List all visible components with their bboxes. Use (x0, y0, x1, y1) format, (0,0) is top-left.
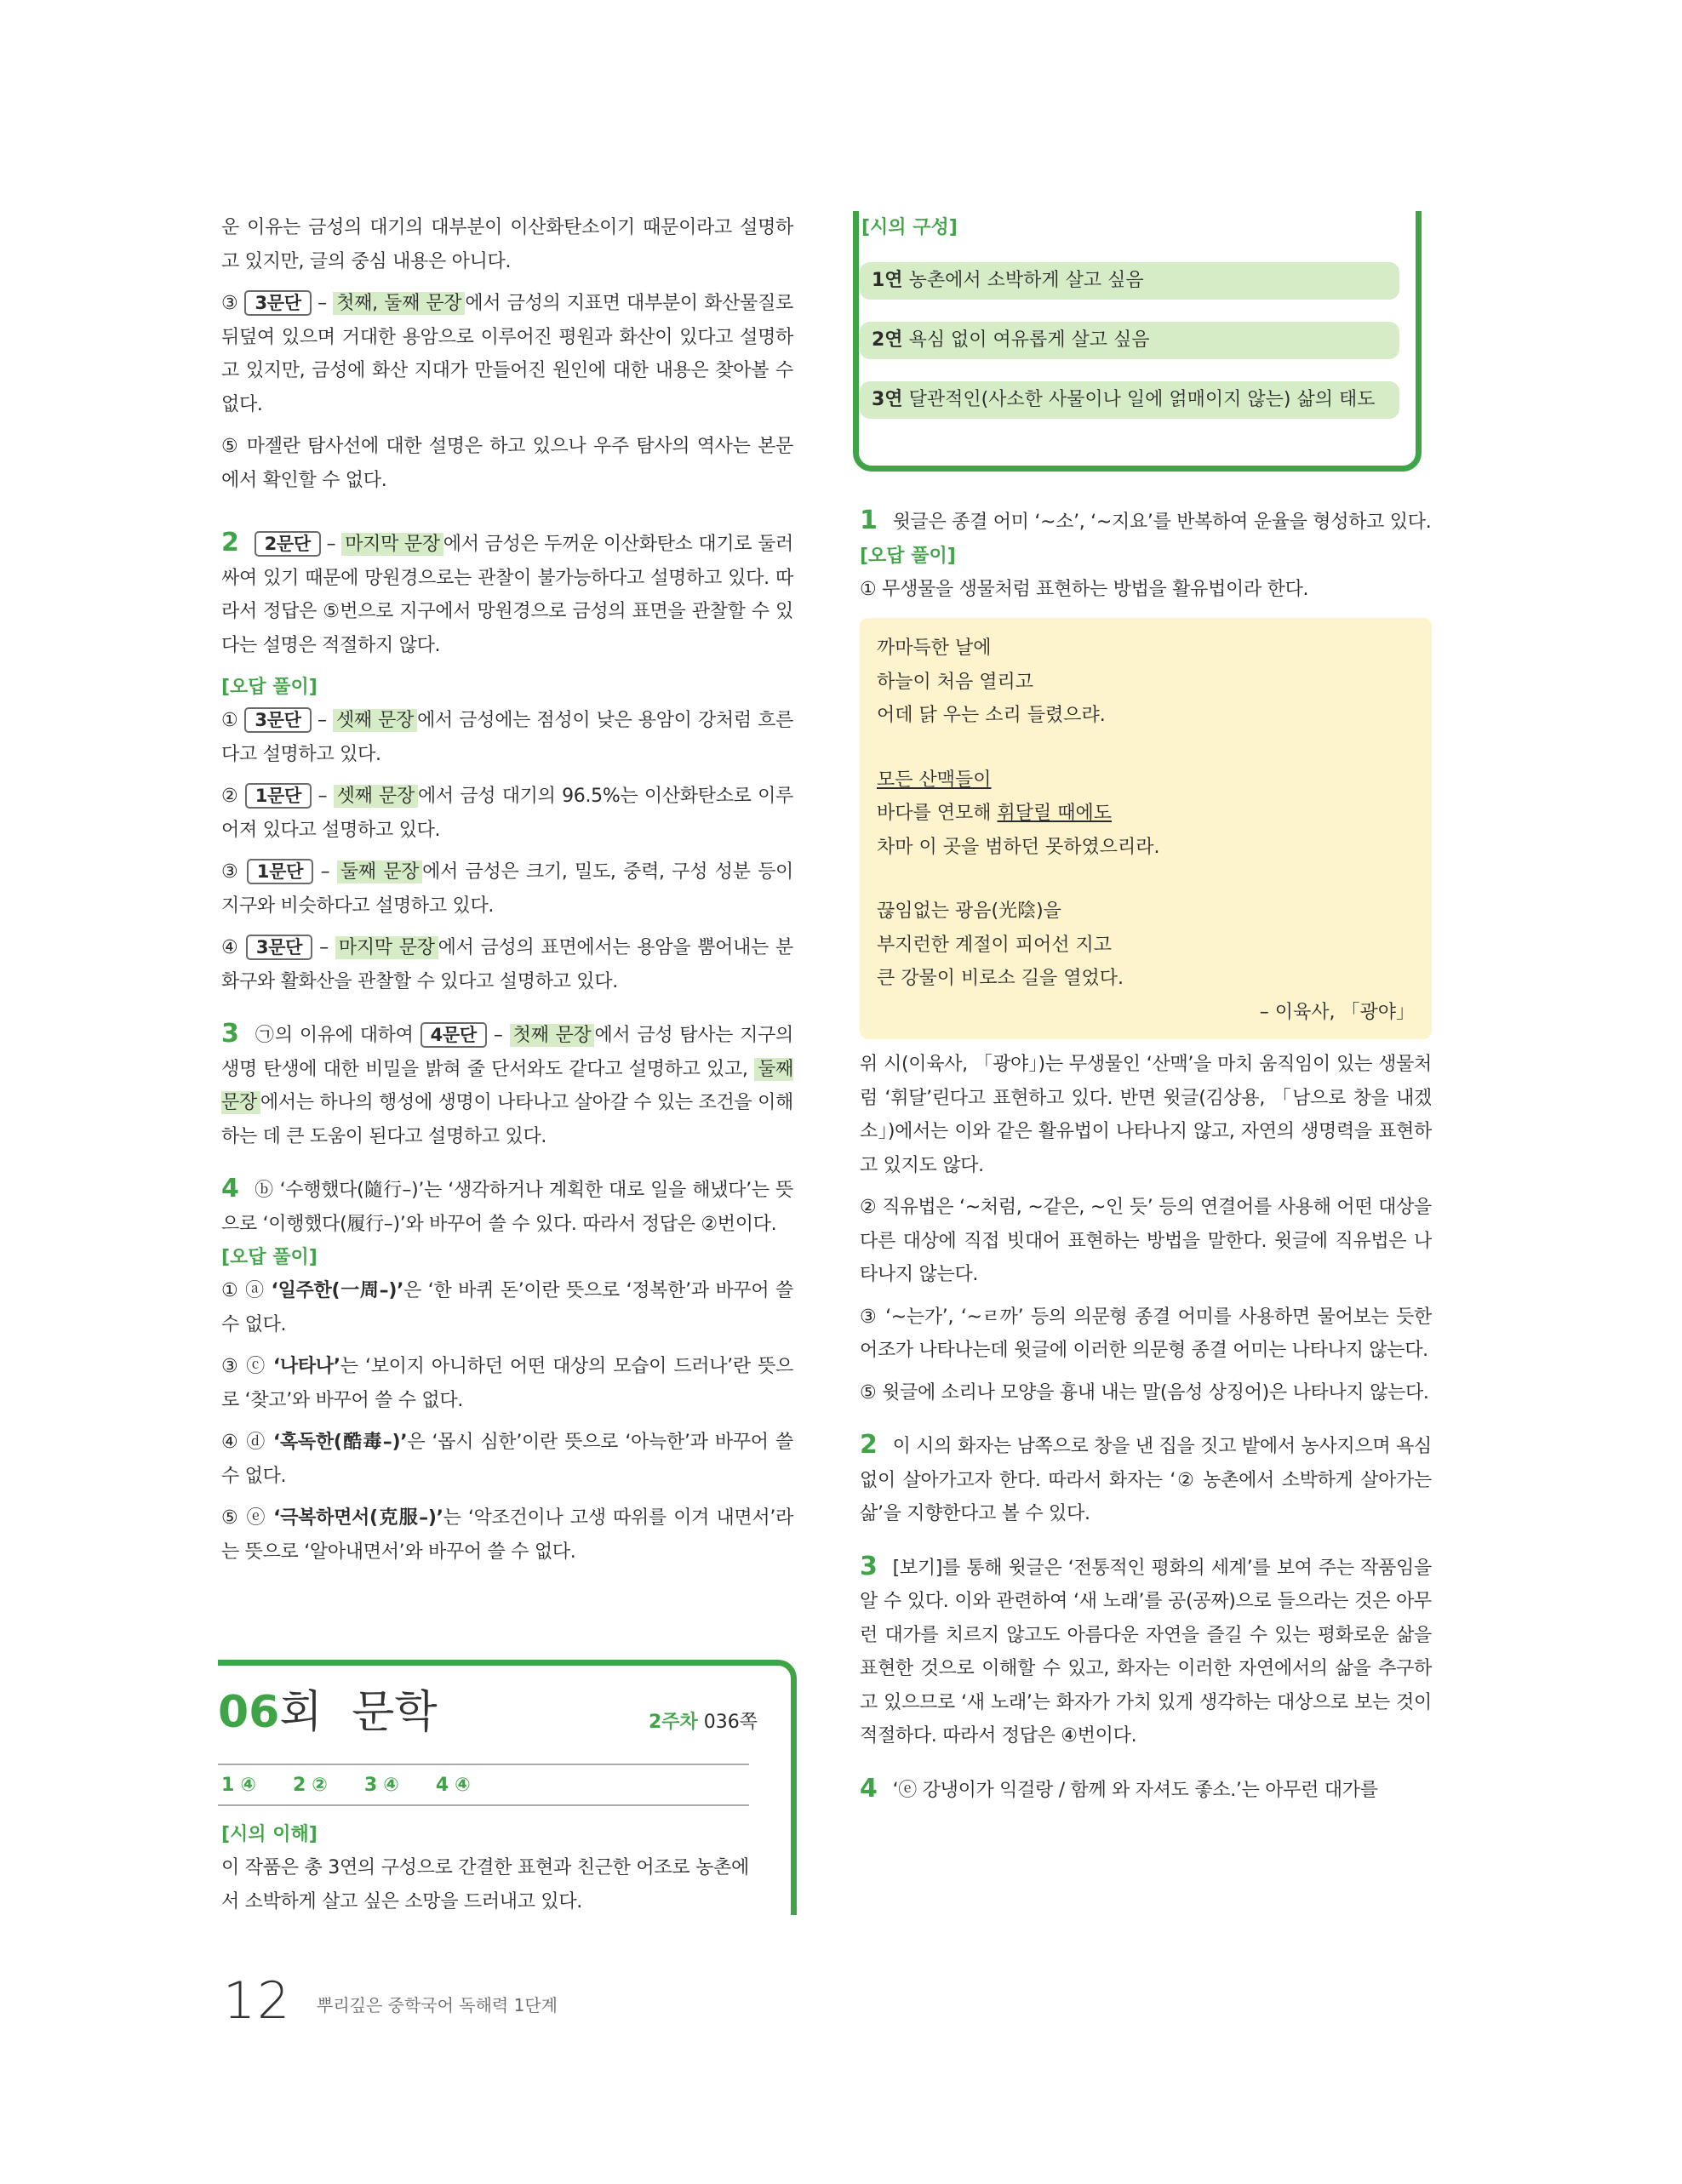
wrong-answer-item: ② 1문단 – 셋째 문장 에서 금성 대기의 96.5%는 이산화탄소로 이루어져 있다고 설명하고 있다. (221, 780, 793, 847)
answer-key-choice: ② (312, 1775, 328, 1796)
section-subject: 문학 (352, 1687, 438, 1738)
paragraph-tag: 1문단 (245, 783, 312, 809)
answer-key (221, 1767, 501, 1804)
answer-2: 2 2문단 – 마지막 문장 에서 금성은 두꺼운 이산화탄소 대기로 둘러 싸여 있기 때문에 망원경으로는 관찰이 불가능하다고 설명하고 있다. 따라서 정답은 ⑤번으로 지구에서 망원경으로 금성의 표면을 관찰할 수 있다는 설명은 적절하지 않다. (221, 528, 793, 656)
item-text: ‘ⓔ 강냉이가 익걸랑 / 함께 와 자셔도 좋소.’는 아무런 대가를 (892, 1779, 1378, 1801)
item-text: 에서 금성 대기의 96.5%는 이산화탄소로 이루어져 있다고 설명하고 있다. (221, 786, 793, 841)
question-number: 4 (221, 1174, 239, 1203)
wrong-answer-label: [오답 풀이] (860, 545, 956, 567)
item-number: ③ (221, 293, 239, 314)
poem-understanding (221, 1818, 749, 1918)
stanza-desc: 달관적인(사소한 사물이나 일에 얽매이지 않는) 삶의 태도 (908, 389, 1376, 410)
poem-line: 하늘이 처음 열리고 (877, 671, 1034, 693)
item-number: ⑤ ⓔ (221, 1507, 274, 1529)
poem-understanding-label: [시의 이해] (221, 1824, 318, 1845)
answer-4 (860, 1772, 1432, 1808)
wrong-answer-item (221, 1426, 793, 1493)
structure-title: [시의 구성] (861, 211, 964, 245)
question-number: 4 (860, 1773, 878, 1804)
item-text: 는 ‘보이지 아니하던 어떤 대상의 모습이 드러나’란 뜻으로 ‘찾고’와 바꾸어 쓸 수 없다. (221, 1356, 793, 1411)
wrong-answer-item: ③ ‘~는가’, ‘~ㄹ까’ 등의 의문형 종결 어미를 사용하면 물어보는 듯한 어조가 나타나는데 윗글에 이러한 의문형 종결 어미는 나타나지 않는다. (860, 1306, 1432, 1361)
poem-line: 까마득한 날에 (877, 637, 992, 659)
right-column (860, 504, 1432, 1807)
section-06-header (218, 1660, 797, 1915)
poem-line: 모든 산맥들이 (877, 769, 992, 791)
item-text: 이 시의 화자는 남쪽으로 창을 낸 집을 짓고 밭에서 농사지으며 욕심 없이 살아가고자 한다. 따라서 화자는 ‘② 농촌에서 소박하게 살아가는 삶’을 지향한다고 볼 수 있다. (860, 1436, 1432, 1524)
sentence-highlight: 셋째 문장 (333, 709, 417, 732)
answer-key-item (221, 1775, 256, 1796)
paragraph-tag: 3문단 (246, 935, 312, 960)
answer-key-number: 4 (435, 1775, 449, 1796)
answer-3: 3 ㉠의 이유에 대하여 4문단 – 첫째 문장 에서 금성 탐사는 지구의 생명 탄생에 대한 비밀을 밝혀 줄 단서와도 같다고 설명하고 있고, 둘째 문장 에서는 하나의 행성에 생명이 나타나고 살아갈 수 있는 조건을 이해하는 데 큰 도움이 된다고 설명하고 있다. (221, 1019, 793, 1147)
wrong-answer-item: ① 무생물을 생물처럼 표현하는 방법을 활유법이라 한다. (860, 578, 1309, 600)
section-title (218, 1687, 438, 1738)
vocab-word: ‘극복하면서(克服–)’ (273, 1507, 443, 1529)
answer-key-choice: ④ (455, 1775, 471, 1796)
stanza-desc: 욕심 없이 여유롭게 살고 싶음 (908, 329, 1150, 351)
item-number: ① ⓐ (221, 1280, 272, 1301)
sentence-highlight: 마지막 문장 (335, 936, 438, 959)
wrong-answer-item: ④ 3문단 – 마지막 문장 에서 금성의 표면에서는 용암을 뿜어내는 분화구와 활화산을 관찰할 수 있다고 설명하고 있다. (221, 931, 793, 998)
stanza-key: 2연 (872, 329, 903, 351)
wrong-answer-item: ② 직유법은 ‘~처럼, ~같은, ~인 듯’ 등의 연결어를 사용해 어떤 대상을 다른 대상에 직접 빗대어 표현하는 방법을 말한다. 윗글에 직유법은 나타나지 않는다. (860, 1197, 1432, 1285)
answer-key-item (293, 1775, 328, 1796)
vocab-word: ‘나타나’ (272, 1356, 340, 1377)
question-number: 3 (860, 1551, 878, 1581)
stanza-3 (860, 381, 1399, 419)
book-title: 뿌리깊은 중학국어 독해력 1단계 (317, 1995, 558, 2015)
wrong-answer-item: ③ 1문단 – 둘째 문장 에서 금성은 크기, 밀도, 중력, 구성 성분 등이 지구와 비슷하다고 설명하고 있다. (221, 855, 793, 923)
divider (218, 1764, 749, 1765)
item-number: ② (221, 786, 239, 807)
wrong-answer-item (221, 1350, 793, 1417)
answer-2 (860, 1428, 1432, 1531)
item-text: [보기]를 통해 윗글은 ‘전통적인 평화의 세계’를 보여 주는 작품임을 알 수 있다. 이와 관련하여 ‘새 노래’를 공(공짜)으로 들으라는 것은 아무런 대가를 치르지 않고도 아름다운 자연을 즐길 수 있는 평화로운 삶을 표현한 것으로 이해할 수 있고, 화자는 이러한 자연에서의 삶을 추구하고 있으므로 ‘새 노래’는 화자가 가치 있게 생각하는 대상으로 보는 것이 적절하다. 따라서 정답은 ④번이다. (860, 1557, 1432, 1747)
item-text: 에서 금성은 두꺼운 이산화탄소 대기로 둘러 싸여 있기 때문에 망원경으로는 관찰이 불가능하다고 설명하고 있다. 따라서 정답은 ⑤번으로 지구에서 망원경으로 금성의 표면을 관찰할 수 있다는 설명은 적절하지 않다. (221, 534, 793, 656)
wrong-answer-label: [오답 풀이] (221, 1247, 318, 1268)
stanza-1 (860, 262, 1399, 300)
wrong-answer-item: ① 3문단 – 셋째 문장 에서 금성에는 점성이 낮은 용암이 강처럼 흐른다고 설명하고 있다. (221, 704, 793, 771)
item-text: 에서 금성의 지표면 대부분이 화산물질로 뒤덮여 있으며 거대한 용암으로 이루어진 평원과 화산이 있다고 설명하고 있지만, 금성에 화산 지대가 만들어진 원인에 대한 내용은 찾아볼 수 없다. (221, 293, 793, 415)
paragraph-tag: 4문단 (420, 1022, 487, 1048)
stanza-key: 1연 (872, 270, 903, 291)
item-number: ③ (221, 861, 240, 883)
poem-line: 끊임없는 광음(光陰)을 (877, 900, 1061, 922)
item-text: 은 ‘몹시 심한’이란 뜻으로 ‘아늑한’과 바꾸어 쓸 수 없다. (221, 1432, 793, 1487)
sentence-highlight: 둘째 문장 (221, 1058, 793, 1113)
week-page (649, 1707, 758, 1734)
wrong-answer-label: [오답 풀이] (221, 677, 318, 698)
sentence-highlight: 셋째 문장 (334, 785, 418, 808)
poem-source: – 이육사, 「광야」 (1259, 1001, 1415, 1023)
answer-key-choice: ④ (383, 1775, 399, 1796)
poem-line: 어데 닭 우는 소리 들렸으랴. (877, 705, 1106, 726)
paragraph-tag: 3문단 (244, 290, 311, 316)
poem-underlined: 휘달릴 때에도 (997, 803, 1113, 824)
question-number: 2 (860, 1430, 878, 1460)
answer-key-number: 1 (221, 1775, 235, 1796)
stanza-key: 3연 (872, 389, 903, 410)
wrong-answer-item: ⑤ 윗글에 소리나 모양을 흉내 내는 말(음성 상징어)은 나타나지 않는다. (860, 1381, 1429, 1404)
stanza-2 (860, 322, 1399, 359)
poem-structure-box (853, 211, 1425, 475)
answer-key-number: 3 (363, 1775, 378, 1796)
paragraph: ⑤ 마젤란 탐사선에 대한 설명은 하고 있으나 우주 탐사의 역사는 본문에서 확인할 수 없다. (221, 436, 793, 491)
question-number: 1 (860, 506, 878, 535)
item-text: ⓑ ‘수행했다(隨行–)’는 ‘생각하거나 계획한 대로 일을 해냈다’는 뜻으로 ‘이행했다(履行–)’와 바꾸어 쓸 수 있다. 따라서 정답은 ②번이다. (221, 1180, 793, 1235)
item-number: ① (221, 710, 239, 731)
item-number: ④ (221, 937, 239, 958)
paragraph-tag: 3문단 (244, 707, 311, 733)
item-text: 은 ‘한 바퀴 돈’이란 뜻으로 ‘정복한’과 바꾸어 쓸 수 없다. (221, 1280, 793, 1335)
poem-box (860, 618, 1432, 1039)
stanza-desc: 농촌에서 소박하게 살고 싶음 (908, 270, 1144, 291)
poem-understanding-text: 이 작품은 총 3연의 구성으로 간결한 표현과 친근한 어조로 농촌에서 소박하게 살고 싶은 소망을 드러내고 있다. (221, 1857, 749, 1912)
page-ref: 036쪽 (703, 1712, 758, 1733)
answer-key-item (436, 1775, 471, 1796)
item-number: ③ ⓒ (221, 1356, 273, 1377)
answer-1 (860, 504, 1432, 540)
item-text: 에서 금성에는 점성이 낮은 용암이 강처럼 흐른다고 설명하고 있다. (221, 710, 793, 765)
paragraph: ③ 3문단 – 첫째, 둘째 문장 에서 금성의 지표면 대부분이 화산물질로 뒤덮여 있으며 거대한 용암으로 이루어진 평원과 화산이 있다고 설명하고 있지만, 금성에 화산 지대가 만들어진 원인에 대한 내용은 찾아볼 수 없다. (221, 287, 793, 421)
item-text: 에서 금성의 표면에서는 용암을 뿜어내는 분화구와 활화산을 관찰할 수 있다고 설명하고 있다. (221, 937, 793, 992)
answer-4 (221, 1172, 793, 1241)
item-text: 에서는 하나의 행성에 생명이 나타나고 살아갈 수 있는 조건을 이해하는 데 큰 도움이 된다고 설명하고 있다. (221, 1092, 793, 1147)
poem-line (877, 797, 1415, 831)
item-text: 는 ‘악조건이나 고생 따위를 이겨 내면서’라는 뜻으로 ‘알아내면서’와 바꾸어 쓸 수 없다. (221, 1507, 793, 1563)
paragraph: 위 시(이육사, 「광야」)는 무생물인 ‘산맥’을 마치 움직임이 있는 생물처럼 ‘휘달’린다고 표현하고 있다. 반면 윗글(김상용, 「남으로 창을 내겠소」)에서는 이와 같은 활유법이 나타나지 않고, 자연의 생명력을 표현하고 있지도 않다. (860, 1054, 1432, 1176)
wrong-answer-item (221, 1274, 793, 1341)
answer-3 (860, 1550, 1432, 1753)
wrong-answer-item (221, 1501, 793, 1569)
poem-fragment: 바다를 연모해 (877, 803, 998, 824)
left-column (221, 211, 793, 1569)
sentence-highlight: 첫째 문장 (510, 1024, 595, 1047)
item-text: 에서 금성은 크기, 밀도, 중력, 구성 성분 등이 지구와 비슷하다고 설명하고 있다. (221, 861, 793, 917)
paragraph-tag: 1문단 (247, 859, 313, 884)
question-number: 3 (221, 1019, 239, 1049)
page-number: 12 (223, 1971, 292, 2031)
week-label: 2주차 (648, 1712, 698, 1733)
vocab-word: ‘일주한(一周–)’ (271, 1280, 404, 1301)
divider (218, 1804, 749, 1806)
answer-key-choice: ④ (240, 1775, 256, 1796)
vocab-word: ‘혹독한(酷毒–)’ (272, 1432, 408, 1453)
sentence-highlight: 마지막 문장 (341, 533, 443, 556)
section-number: 06 (218, 1687, 280, 1738)
answer-key-item (364, 1775, 399, 1796)
poem-line: 부지런한 계절이 피어선 지고 (877, 934, 1113, 956)
poem-line: 차마 이 곳을 범하던 못하였으리라. (877, 836, 1160, 858)
paragraph-tag: 2문단 (255, 531, 321, 557)
item-text: ㉠의 이유에 대하여 (254, 1025, 414, 1046)
section-hoe: 회 (279, 1687, 323, 1738)
poem-line: 큰 강물이 비로소 길을 열었다. (877, 968, 1124, 989)
question-number: 2 (221, 528, 239, 557)
sentence-highlight: 첫째, 둘째 문장 (333, 292, 465, 315)
sentence-highlight: 둘째 문장 (337, 860, 422, 883)
paragraph: 운 이유는 금성의 대기의 대부분이 이산화탄소이기 때문이라고 설명하고 있지만, 글의 중심 내용은 아니다. (221, 217, 793, 272)
item-number: ④ ⓓ (221, 1432, 273, 1453)
answer-key-number: 2 (292, 1775, 306, 1796)
item-text: 에서 금성 탐사는 지구의 생명 탄생에 대한 비밀을 밝혀 줄 단서와도 같다고 설명하고 있고, (221, 1025, 793, 1080)
item-text: 윗글은 종결 어미 ‘~소’, ‘~지요’를 반복하여 운율을 형성하고 있다. (892, 512, 1432, 533)
